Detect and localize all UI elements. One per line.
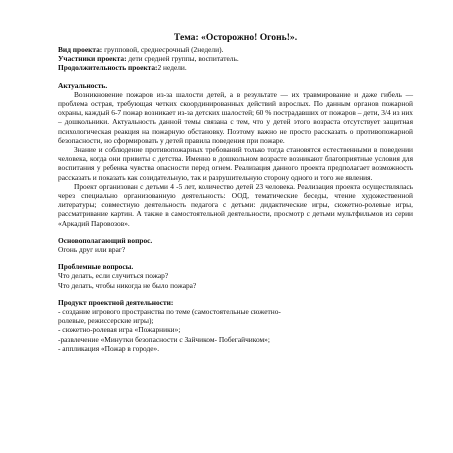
project-duration: [58, 63, 413, 72]
product-item: - создание игрового пространства по теме (самостоятельные сюжетно-: [58, 307, 281, 317]
product-item: - сюжетно-ролевая игра «Пожарники»;: [58, 325, 181, 335]
relevance-paragraph-2: Знание и соблюдение противопожарных требований только тогда становятся естественными в поведении человека, когда они привиты с детства. Именно в дошкольном возрасте возникают благоприятные условия для воспитания у ребенка чувства опасности перед огнем. Реализация данного проекта предполагает возможность рассказать и показать как созидательную, так и разрушительную сторону одного и того же явления.: [58, 145, 413, 182]
project-participants-label: Участники проекта:: [58, 54, 127, 64]
relevance-heading: Актуальность.: [58, 80, 108, 90]
relevance-paragraph-3: Проект организован с детьми 4 -5 лет, количество детей 23 человека. Реализация проекта осуществлялась через специально организованную деятельность: ООД, тематические беседы, чтение художественной литературы; совместную деятельность педагога с детьми: дидактические игры, сюжетно-ролевые игры, рассматривание картин. А также в самостоятельной деятельности, просмотр с детьми мультфильмов из серии «Аркадий Паровозов».: [58, 181, 413, 228]
project-type-label: Вид проекта:: [58, 45, 103, 54]
product-heading: Продукт проектной деятельности:: [58, 297, 174, 307]
basic-question-section: [58, 236, 413, 254]
basic-question-heading: Основополагающий вопрос.: [58, 235, 153, 245]
problem-question-item: Что делать, чтобы никогда не было пожара?: [58, 280, 197, 290]
project-type: [58, 45, 413, 54]
project-type-value: групповой, среднесрочный (2недели).: [102, 45, 224, 54]
problem-question-item: Что делать, если случиться пожар?: [58, 271, 169, 281]
project-participants: [58, 54, 413, 63]
project-duration-label: Продолжительность проекта:: [58, 63, 158, 73]
relevance-paragraph-1: Возникновение пожаров из-за шалости детей, а в результате — их травмирование и даже гибель — проблема острая, требующая четких скоординированных действий взрослых. По данным органов пожарной охраны, каждый 6-7 пожар возникает из-за детских шалостей; 60 % пострадавших от пожаров – дети, 3/4 из них – дошкольники. Актуальность данной темы связана с тем, что у детей этого возраста отсутствует защитная психологическая реакция на пожарную обстановку. Поэтому важно не просто рассказать о противопожарной безопасности, но сформировать у детей правила поведения при пожаре.: [58, 89, 413, 145]
problem-questions-section: [58, 262, 413, 290]
product-item: -развлечение «Минутки безопасности с Зайчиком- Побегайчиком»;: [58, 334, 270, 344]
relevance-section: [58, 81, 413, 228]
problem-questions-heading: Проблемные вопросы.: [58, 262, 134, 272]
product-item: ролевые, режиссерские игры);: [58, 316, 154, 326]
project-participants-value: дети средней группы, воспитатель.: [126, 54, 239, 64]
product-section: [58, 298, 413, 353]
basic-question-text: Огонь друг или враг?: [58, 245, 126, 255]
product-item: - аппликация «Пожар в городе».: [58, 343, 160, 353]
document-title: Тема: «Осторожно! Огонь!».: [173, 32, 298, 43]
project-duration-value: 2 недели.: [157, 63, 187, 73]
